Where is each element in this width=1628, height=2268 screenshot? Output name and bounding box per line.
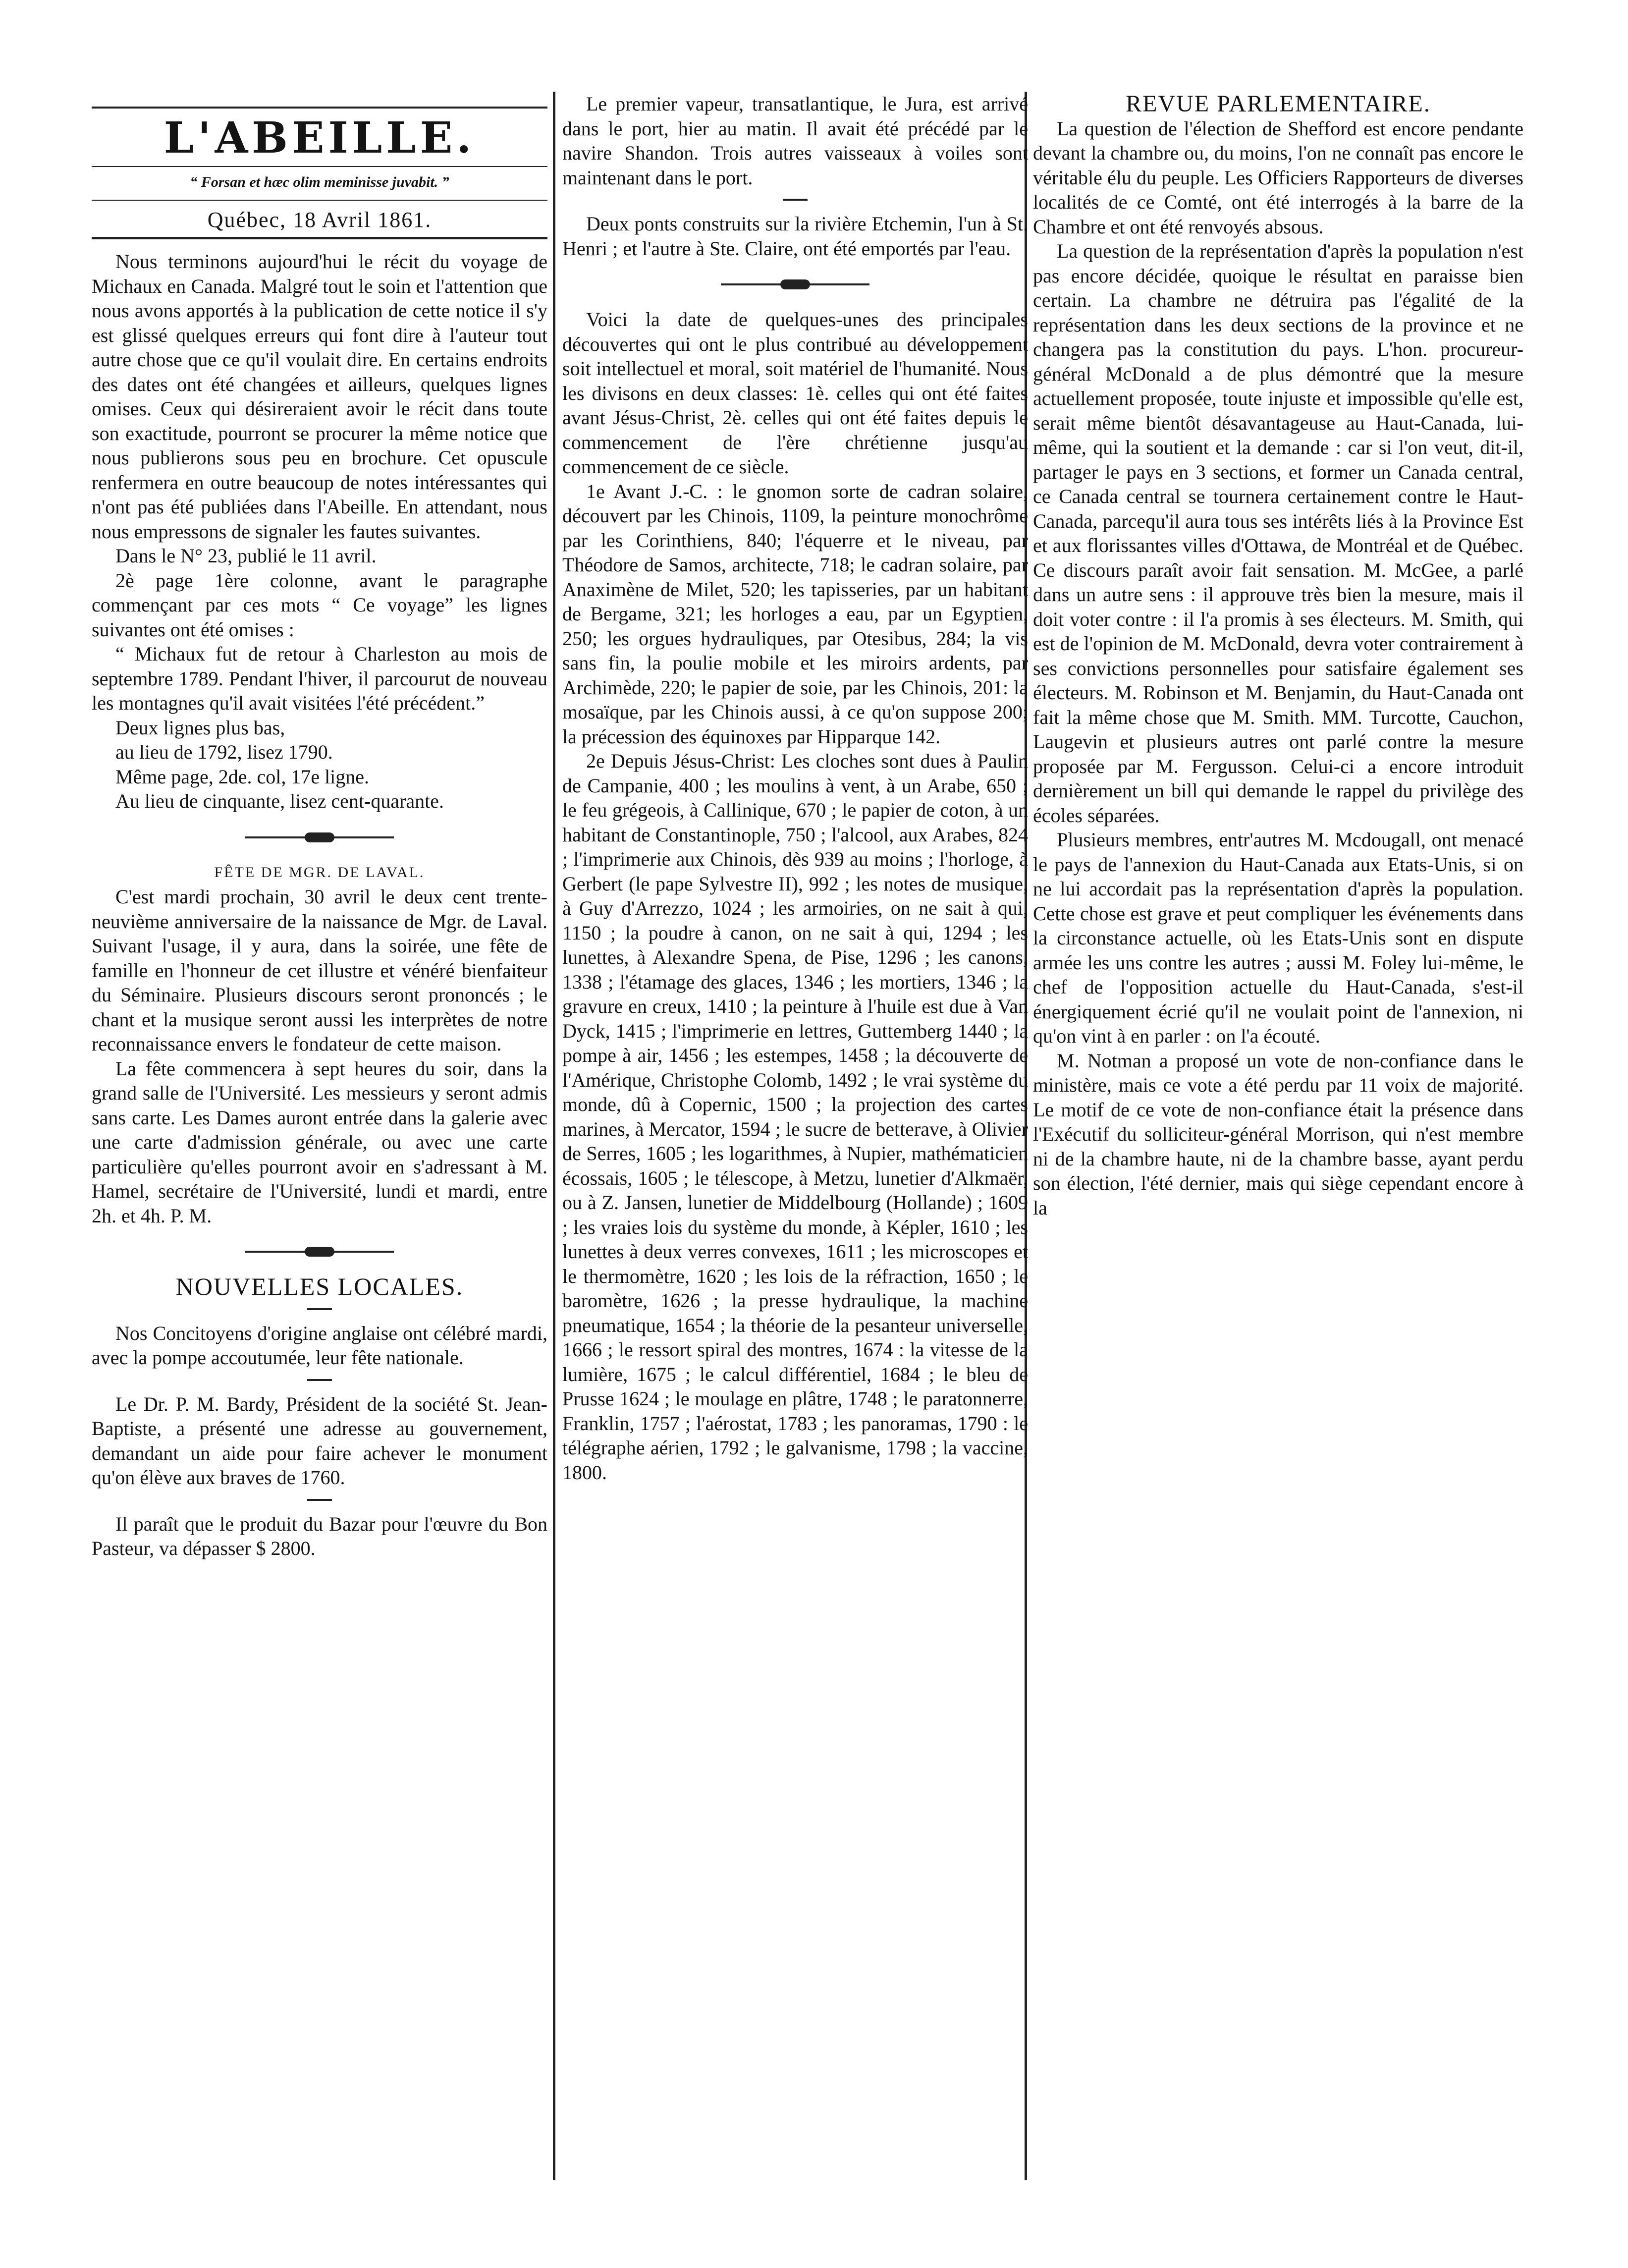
masthead-motto: “ Forsan et hæc olim meminisse juvabit. ” bbox=[190, 174, 449, 190]
column-divider bbox=[553, 92, 555, 2180]
article-paragraph: C'est mardi prochain, 30 avril le deux cent trente-neuvième anniversaire de la naissance de Mgr. de Laval. Suivant l'usage, il y aura, dans la soirée, une fête de famille en l'honneur de cet illustre et vénéré bienfaiteur du Séminaire. Plusieurs discours seront prononcés ; le chant et la musique seront aussi les interprètes de notre reconnaissance envers le fondateur de cette maison. bbox=[92, 885, 547, 1055]
section-heading: REVUE PARLEMENTAIRE. bbox=[1126, 91, 1431, 117]
dash-divider bbox=[307, 1308, 332, 1310]
masthead-rule bbox=[92, 166, 547, 167]
section-heading: FÊTE DE MGR. DE LAVAL. bbox=[214, 864, 425, 881]
article-paragraph: Dans le N° 23, publié le 11 avril. bbox=[115, 545, 377, 567]
article-paragraph: au lieu de 1792, lisez 1790. bbox=[115, 741, 333, 763]
article-paragraph: “ Michaux fut de retour à Charleston au mois de septembre 1789. Pendant l'hiver, il parcourut de nouveau les montagnes qu'il avait visitées l'été précédent.” bbox=[92, 643, 547, 714]
article-paragraph: Voici la date de quelques-unes des principales découvertes qui ont le plus contribué au développement soit intellectuel et moral, soit matériel de l'humanité. Nous les divisons en deux classes: 1è. celles qui ont été faites avant Jésus-Christ, 2è. celles qui ont été faites depuis le commencement de l'ère chrétienne jusqu'au commencement de ce siècle. bbox=[562, 308, 1028, 478]
article-paragraph: Le premier vapeur, transatlantique, le Jura, est arrivé dans le port, hier au matin. Il avait été précédé par le navire Shandon. Trois autres vaisseaux à voiles sont maintenant dans le port. bbox=[562, 93, 1028, 189]
column-middle bbox=[562, 92, 1028, 1485]
column-left bbox=[92, 107, 547, 1561]
masthead-rule bbox=[92, 237, 547, 239]
dash-divider bbox=[783, 199, 808, 201]
ornament-divider bbox=[245, 1242, 394, 1262]
ornament-divider bbox=[721, 275, 869, 294]
article-paragraph: Nos Concitoyens d'origine anglaise ont célébré mardi, avec la pompe accoutumée, leur fête nationale. bbox=[92, 1322, 547, 1369]
article-paragraph: 1e Avant J.-C. : le gnomon sorte de cadran solaire, découvert par les Chinois, 1109, la peinture monochrôme par les Corinthiens, 840; l'équerre et le niveau, par Théodore de Samos, architecte, 718; le cadran solaire, par Anaximène de Milet, 520; les tapisseries, par un habitant de Bergame, 321; les horloges a eau, par un Egyptien, 250; les orgues hydrauliques, par Otesibus, 284; la vis sans fin, la poulie mobile et les miroirs ardents, par Archimède, 220; le papier de soie, par les Chinois, 201: la mosaïque, par les Chinois aussi, à ce qu'on suppose 200; la précession des équinoxes par Hipparque 142. bbox=[562, 480, 1028, 748]
article-paragraph: Au lieu de cinquante, lisez cent-quarante. bbox=[115, 790, 444, 812]
article-paragraph: Le Dr. P. M. Bardy, Président de la société St. Jean-Baptiste, a présenté une adresse au gouvernement, demandant un aide pour faire achever le monument qu'on élève aux braves de 1760. bbox=[92, 1392, 547, 1489]
section-heading: NOUVELLES LOCALES. bbox=[175, 1272, 464, 1300]
masthead bbox=[92, 107, 547, 239]
article-paragraph: Nous terminons aujourd'hui le récit du voyage de Michaux en Canada. Malgré tout le soin et l'attention que nous avons apportés à la publication de cette notice il s'y est glissé quelques erreurs qui font dire à l'auteur tout autre chose que ce qu'il voulait dire. En certains endroits des dates ont été changées et ailleurs, quelques lignes omises. Ceux qui désireraient avoir le récit dans toute son exactitude, pourront se procurer la même notice que nous publierons sous peu en brochure. Cet opuscule renfermera en outre beaucoup de notes intéressantes qui n'ont pas été publiées dans l'Abeille. En attendant, nous nous empressons de signaler les fautes suivantes. bbox=[92, 250, 547, 543]
article-paragraph: Même page, 2de. col, 17e ligne. bbox=[115, 765, 370, 788]
masthead-rule bbox=[92, 200, 547, 201]
article-paragraph: Il paraît que le produit du Bazar pour l'œuvre du Bon Pasteur, va dépasser $ 2800. bbox=[92, 1512, 547, 1559]
article-paragraph: Deux lignes plus bas, bbox=[115, 716, 285, 739]
article-paragraph: La question de l'élection de Shefford est encore pendante devant la chambre ou, du moins, l'on ne connaît pas encore le véritable élu du peuple. Les Officiers Rapporteurs de diverses localités de ce Comté, ont été interrogés à la barre de la Chambre et ont été renvoyés absous. bbox=[1033, 117, 1523, 238]
article-paragraph: 2e Depuis Jésus-Christ: Les cloches sont dues à Paulin de Campanie, 400 ; les moulins à vent, à un Arabe, 650 ; le feu grégeois, à Callinique, 670 ; le papier de coton, à un habitant de Constantinople, 750 ; l'alcool, aux Arabes, 824 ; l'imprimerie aux Chinois, dès 939 au moins ; l'horloge, à Gerbert (le pape Sylvestre II), 992 ; les notes de musique, à Guy d'Arrezzo, 1024 ; les armoiries, on ne sait à qui, 1150 ; la poudre à canon, on ne sait à qui, 1294 ; les lunettes, à Alexandre Spena, de Pise, 1296 ; les canons, 1338 ; l'étamage des glaces, 1346 ; les mortiers, 1346 ; la gravure en creux, 1410 ; la peinture à l'huile est due à Van Dyck, 1415 ; l'imprimerie en lettres, Guttemberg 1440 ; la pompe à air, 1456 ; les estempes, 1458 ; la découverte de l'Amérique, Christophe Colomb, 1492 ; le vrai système du monde, dû à Copernic, 1500 ; la projection des cartes marines, à Mercator, 1594 ; le sucre de betterave, à Olivier de Serres, 1605 ; les logarithmes, à Nupier, mathématicien écossais, 1605 ; le télescope, à Metzu, lunetier d'Alkmaër, ou à Z. Jansen, lunetier de Middelbourg (Hollande) ; 1609 ; les vraies lois du système du monde, à Képler, 1610 ; les lunettes à deux verres convexes, 1611 ; les microscopes et le thermomètre, 1620 ; les lois de la réfraction, 1650 ; le baromètre, 1626 ; la presse hydraulique, la machine pneumatique, 1654 ; la théorie de la pesanteur universelle, 1666 ; le ressort spiral des montres, 1674 : la vitesse de la lumière, 1675 ; le calcul différentiel, 1684 ; le bleu de Prusse 1624 ; le moulage en plâtre, 1748 ; le paratonnerre, Franklin, 1757 ; l'aérostat, 1783 ; les panoramas, 1790 : le télégraphe aérien, 1792 ; le galvanisme, 1798 ; la vaccine, 1800. bbox=[562, 750, 1028, 1484]
article-paragraph: Plusieurs membres, entr'autres M. Mcdougall, ont menacé le pays de l'annexion du Haut-Canada aux Etats-Unis, si on ne lui accordait pas la représentation d'après la population. Cette chose est grave et peut compliquer les événements dans la circonstance actuelle, où les Etats-Unis sont en dispute armée les uns contre les autres ; aussi M. Foley lui-même, le chef de l'opposition actuelle du Haut-Canada, s'est-il énergiquement écrié qu'il ne voulait point de l'annexion, ni qu'on vint à en parler : on l'a écouté. bbox=[1033, 829, 1523, 1047]
dateline: Québec, 18 Avril 1861. bbox=[207, 207, 432, 232]
dash-divider bbox=[307, 1499, 332, 1501]
dash-divider bbox=[307, 1379, 332, 1381]
article-paragraph: La question de la représentation d'après la population n'est pas encore décidée, quoique le résultat en paraisse bien certain. La chambre ne détruira pas l'égalité de la représentation dans les deux sections de la province et ne changera pas la constitution du pays. L'hon. procureur-général McDonald a de plus démontré que la mesure actuellement proposée, toute injuste et impossible qu'elle est, serait même bientôt désavantageuse au Haut-Canada, lui-même, qui la soutient et la demande : car si l'on veut, dit-il, partager le pays en 3 sections, et former un Canada central, ce Canada central se tournera certainement contre le Haut-Canada, parcequ'il aura tous ses intérêts liés à la Province Est et aux florissantes villes d'Ottawa, de Montréal et de Québec. Ce discours paraît avoir fait sensation. M. McGee, a parlé dans un autre sens : il approuve très bien la mesure, mais il doit voter contre : il l'a promis à ses électeurs. M. Smith, qui est de l'opinion de M. McDonald, devra voter contrairement à ses convictions personnelles pour satisfaire également ses électeurs. M. Robinson et M. Benjamin, du Haut-Canada ont fait la même chose que M. Smith. MM. Turcotte, Cauchon, Laugevin et plusieurs autres ont parlé contre la mesure proposée par M. Fergusson. Celui-ci a encore introduit dernièrement un bill qui demande le rappel du privilège des écoles séparées. bbox=[1033, 240, 1523, 827]
article-paragraph: Deux ponts construits sur la rivière Etchemin, l'un à St. Henri ; et l'autre à Ste. Claire, ont été emportés par l'eau. bbox=[562, 213, 1028, 260]
article-paragraph: 2è page 1ère colonne, avant le paragraphe commençant par ces mots “ Ce voyage” les lignes suivantes ont été omises : bbox=[92, 569, 547, 641]
masthead-title: L'ABEILLE. bbox=[163, 113, 476, 163]
ornament-divider bbox=[245, 828, 394, 847]
column-right bbox=[1033, 92, 1523, 1220]
masthead-rule bbox=[92, 107, 547, 109]
article-paragraph: M. Notman a proposé un vote de non-confiance dans le ministère, mais ce vote a été perdu par 11 voix de majorité. Le motif de ce vote de non-confiance était la présence dans l'Exécutif du solliciteur-général Morrison, qui n'est membre ni de la chambre haute, ni de la chambre basse, ayant perdu son élection, l'été dernier, mais qui siège cependant encore à la bbox=[1033, 1049, 1523, 1219]
article-paragraph: La fête commencera à sept heures du soir, dans la grand salle de l'Université. Les messieurs y seront admis sans carte. Les Dames auront entrée dans la galerie avec une carte d'admission générale, ou avec une carte particulière qu'elles pourront avoir en s'adressant à M. Hamel, secrétaire de l'Université, lundi et mardi, entre 2h. et 4h. P. M. bbox=[92, 1057, 547, 1227]
